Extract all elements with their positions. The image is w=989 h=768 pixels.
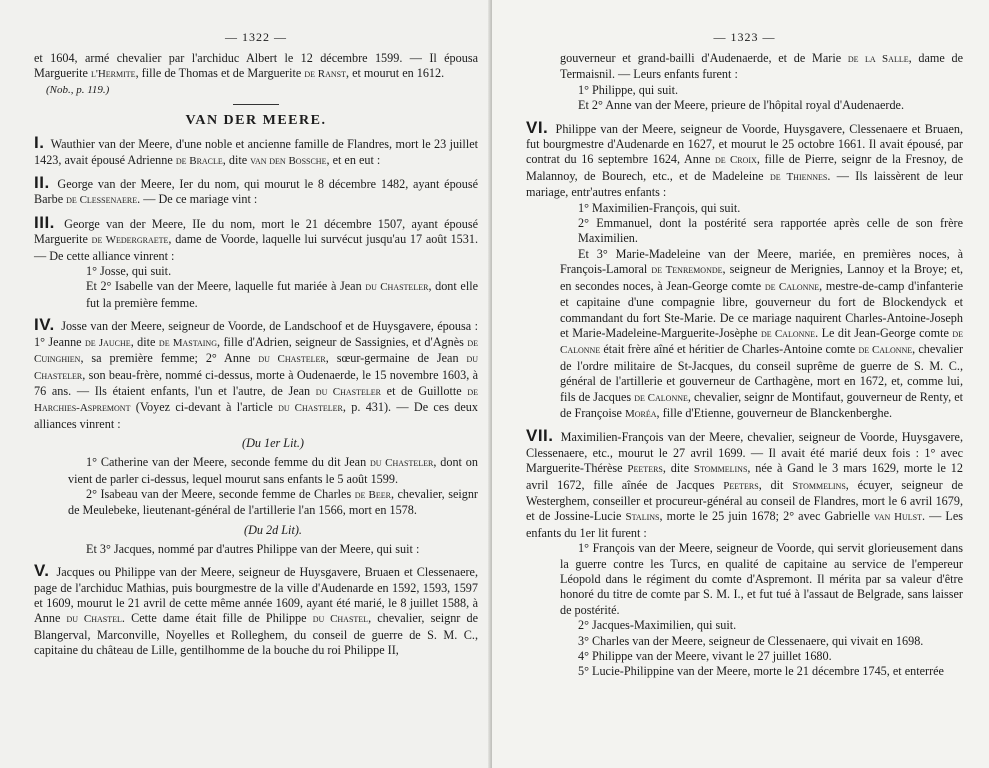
generation-entry-2: II. George van der Meere, Ier du nom, qui mourut le 8 décembre 1482, ayant épousé Barbe de Clessenaere. — De ce mariage vint : <box>34 173 478 207</box>
second-marriage-label: (Du 2d Lit). <box>244 522 302 537</box>
child-item: 2° Jacques-Maximilien, qui suit. <box>578 618 737 633</box>
child-item: 1° Maximilien-François, qui suit. <box>578 200 741 215</box>
child-item: 5° Lucie-Philippine van der Meere, morte le 21 décembre 1745, et enterrée <box>578 664 944 679</box>
child-item: 1° Catherine van der Meere, seconde femme du dit Jean du Chasteler, dont on vient de parler ci-dessus, lequel mourut sans enfants le 5 août 1599. <box>68 455 478 486</box>
generation-entry-1: I. Wauthier van der Meere, d'une noble et ancienne famille de Flandres, mort le 23 juillet 1423, avait épousé Adrienne de Bracle, dite van den Bossche, et en eut : <box>34 133 478 167</box>
child-item: 1° Josse, qui suit. <box>86 264 172 279</box>
right-page-number: — 1323 — <box>713 30 776 44</box>
family-heading: VAN DER MEERE. <box>185 113 327 129</box>
child-item: Et 2° Anne van der Meere, prieure de l'hôpital royal d'Audenaerde. <box>578 98 905 113</box>
generation-number: I. <box>34 133 45 153</box>
child-item: 2° Emmanuel, dont la postérité sera rapportée après celle de son frère Maximilien. <box>578 216 963 246</box>
generation-number: II. <box>34 173 50 193</box>
left-page <box>0 0 492 768</box>
generation-entry-4: IV. Josse van der Meere, seigneur de Voorde, de Landschoof et de Huysgavere, épousa : 1° Jeanne de Jauche, dite de Mastaing, fille d'Adrien, seigneur de Sassignies, et d'Agnès de Cuinghien, sa première femme; 2° Anne du Chasteler, sœur-germaine de Jean du Chasteler, son beau-frère, nommé ci-dessus, morte à Oudenaerde, le 15 novembre 1603, à 76 ans. — Ils étaient enfants, l'un et l'autre, de Jean du Chasteler et de Guillotte de Harchies-Aspremont (Voyez ci-devant à l'article du Chasteler, p. 431). — De ces deux alliances vinrent : (Du 1er Lit.) 1° Catherine van der Meere, seconde femme du dit Jean du Chasteler, dont on vient de parler ci-dessus, lequel mourut sans enfants le 5 août 1599. 2° Isabeau van der Meere, seconde femme de Charles de Beer, chevalier, seignr de Meulebeke, lieutenant-général de l'artillerie l'an 1566, mort en 1578. (Du 2d Lit). Et 3° Jacques, nommé par d'autres Philippe van der Meere, qui suit : <box>34 315 479 556</box>
nobiliaire-reference: (Nob., p. 119.) <box>46 83 110 96</box>
child-item: 3° Charles van der Meere, seigneur de Clessenaere, qui vivait en 1698. <box>578 633 924 648</box>
generation-number: V. <box>34 561 50 581</box>
generation-number: VI. <box>526 117 549 137</box>
generation-entry-6: VI. Philippe van der Meere, seigneur de Voorde, Huysgavere, Clessenaere et Bruaen, fut bourgmestre d'Audenarde en 1627, et mourut le 25 octobre 1661. Il avait épousé, par contrat du 16 septembre 1624, Anne de Croix, fille de Pierre, seignr de la Fresnoy, de Malannoy, de Bourech, etc., et de Madeleine de Thiennes. — Ils laissèrent de leur mariage, entr'autres enfants : 1° Maximilien-François, qui suit. 2° Emmanuel, dont la postérité sera rapportée après celle de son frère Maximilien. Et 3° Marie-Madeleine van der Meere, mariée, en premières noces, à François-Lamoral de Tenremonde, seigneur de Merignies, Lannoy et la Broye; et, en secondes noces, à Jean-George comte de Calonne, mestre-de-camp d'infanterie et capitaine d'une compagnie libre, gouverneur du fort de Blockendyck et commandant du fort Ste-Marie. De ce mariage naquirent Charles-Antoine-Joseph et Marie-Madeleine-Marguerite-Josèphe de Calonne. Le dit Jean-George comte de Calonne était frère aîné et héritier de Charles-Antoine comte de Calonne, chevalier de l'ordre militaire de St-Jacques, du conseil suprême de guerre de S. M. C., général de l'artillerie et gouverneur de Carthagène, mort en 1672, et, comme lui, fils de Jacques de Calonne, chevalier, seignr de Montifaut, gouverneur de Renty, et de Françoise Moréa, fille d'Etienne, gouverneur de Blanckenberghe. <box>526 120 963 423</box>
generation-number: VII. <box>526 426 554 446</box>
first-marriage-label: (Du 1er Lit.) <box>242 436 304 451</box>
left-page-number: — 1322 — <box>225 30 287 44</box>
generation-entry-3: III. George van der Meere, IIe du nom, mort le 21 décembre 1507, ayant épousé Marguerite de Wedergraete, dame de Voorde, laquelle lui survécut jusqu'au 17 août 1531. — De cette alliance vinrent : 1° Josse, qui suit. Et 2° Isabelle van der Meere, laquelle fut mariée à Jean du Chasteler, dont elle fut la première femme. <box>34 212 479 310</box>
child-item: Et 2° Isabelle van der Meere, laquelle fut mariée à Jean du Chasteler, dont elle fut la première femme. <box>86 279 479 310</box>
child-item: 1° François van der Meere, seigneur de Voorde, qui servit glorieusement dans la guerre contre les Turcs, en qualité de capitaine au service de l'empereur Léopold dans le régiment du comte d'Aspremont. Il mérita par sa valeur d'être honoré du titre de comte par S. M. I., et fut tué à l'assaut de Belgrade, sans laisser de postérité. <box>560 541 963 617</box>
generation-entry-7: VII. Maximilien-François van der Meere, chevalier, seigneur de Voorde, Huysgavere, Clessenaere, etc., mourut le 27 avril 1699. — Il avait été marié deux fois : 1° avec Marguerite-Thérèse Peeters, dite Stommelins, née à Gand le 3 mars 1629, morte le 12 avril 1672, fille aînée de Jacques Peeters, dit Stommelins, écuyer, seigneur de Westerghem, conseiller et procureur-général au conseil de Flandres, mort le 6 avril 1679, et de Jossine-Lucie Stalins, morte le 25 juin 1678; 2° avec Gabrielle van Hulst. — Les enfants du 1er lit furent : 1° François van der Meere, seigneur de Voorde, qui servit glorieusement dans la guerre contre les Turcs, en qualité de capitaine au service de l'empereur Léopold dans le régiment du comte d'Aspremont. Il mérita par sa valeur d'être honoré du titre de comte par S. M. I., et fut tué à l'assaut de Belgrade, sans laisser de postérité. 2° Jacques-Maximilien, qui suit. 3° Charles van der Meere, seigneur de Clessenaere, qui vivait en 1698. 4° Philippe van der Meere, vivant le 27 juillet 1680. 5° Lucie-Philippine van der Meere, morte le 21 décembre 1745, et enterrée <box>526 426 964 679</box>
child-item: 2° Isabeau van der Meere, seconde femme de Charles de Beer, chevalier, seignr de Meulebeke, lieutenant-général de l'artillerie l'an 1566, mort en 1578. <box>68 486 478 518</box>
child-item: 1° Philippe, qui suit. <box>578 82 679 97</box>
child-item: 4° Philippe van der Meere, vivant le 27 juillet 1680. <box>578 649 832 664</box>
left-continuation-paragraph: et 1604, armé chevalier par l'archiduc Albert le 12 décembre 1599. — Il épousa Marguerite l'Hermite, fille de Thomas et de Marguerite de Ranst, et mourut en 1612. <box>34 51 478 81</box>
generation-number: III. <box>34 212 55 232</box>
right-continuation: gouverneur et grand-bailli d'Audenaerde, et de Marie de la Salle, dame de Termaisnil. — Leurs enfants furent : 1° Philippe, qui suit. Et 2° Anne van der Meere, prieure de l'hôpital royal d'Audenaerde. <box>560 51 964 113</box>
section-divider <box>233 104 279 105</box>
generation-number: IV. <box>34 315 55 335</box>
child-item: Et 3° Jacques, nommé par d'autres Philippe van der Meere, qui suit : <box>86 541 420 556</box>
child-item: Et 3° Marie-Madeleine van der Meere, mariée, en premières noces, à François-Lamoral de Tenremonde, seigneur de Merignies, Lannoy et la Broye; et, en secondes noces, à Jean-George comte de Calonne, mestre-de-camp d'infanterie et capitaine d'une compagnie libre, gouverneur du fort de Blockendyck et commandant du fort Ste-Marie. De ce mariage naquirent Charles-Antoine-Joseph et Marie-Madeleine-Marguerite-Josèphe de Calonne. Le dit Jean-George comte de Calonne était frère aîné et héritier de Charles-Antoine comte de Calonne, chevalier de l'ordre militaire de St-Jacques, du conseil suprême de guerre de S. M. C., général de l'artillerie et gouverneur de Carthagène, mort en 1672, et, comme lui, fils de Jacques de Calonne, chevalier, seignr de Montifaut, gouverneur de Renty, et de Françoise Moréa, fille d'Etienne, gouverneur de Blanckenberghe. <box>560 246 964 420</box>
generation-entry-5: V. Jacques ou Philippe van der Meere, seigneur de Huysgavere, Bruaen et Clessenaere, page de l'archiduc Mathias, puis bourgmestre de la ville d'Audenarde en 1592, 1593, 1597 et 1609, mourut le 21 avril de cette même année 1609, ayant été marié, le 8 juillet 1588, à Anne du Chastel. Cette dame était fille de Philippe du Chastel, chevalier, seignr de Blangerval, Marconville, Noyelles et Rolleghem, du conseil de guerre de S. M. C., capitaine du château de Lille, gentilhomme de la bouche du roi Philippe II, <box>34 561 478 658</box>
right-page <box>492 0 989 768</box>
